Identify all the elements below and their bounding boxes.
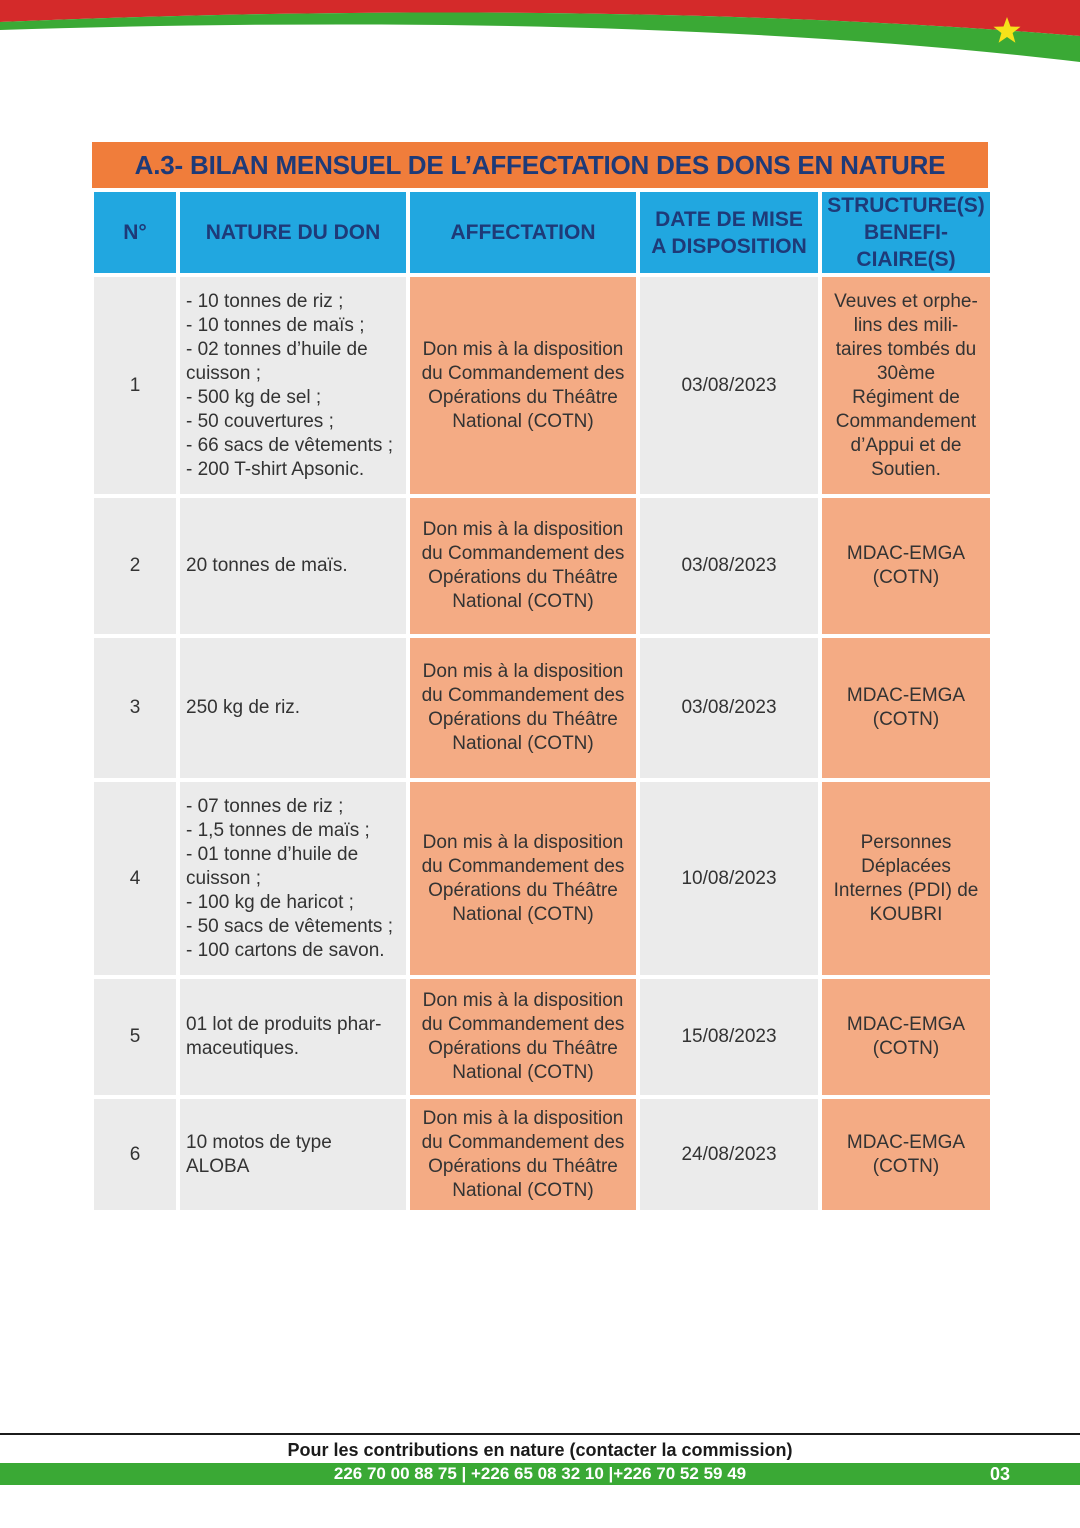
cell-affectation [410, 782, 636, 975]
cell-affectation [410, 638, 636, 778]
affectation-line: Opérations du Théâtre [428, 1155, 618, 1177]
table-row [94, 498, 990, 634]
nature-line: - 500 kg de sel ; [186, 386, 322, 408]
cell-num: 4 [94, 782, 176, 975]
table-row [94, 979, 990, 1095]
affectation-line: National (COTN) [452, 733, 594, 754]
nature-line: - 50 sacs de vêtements ; [186, 915, 393, 937]
footer-divider [0, 1433, 1080, 1435]
header-date [640, 192, 818, 273]
footer-title: Pour les contributions en nature (contacter la commission) [287, 1440, 793, 1460]
cell-date: 15/08/2023 [640, 979, 818, 1095]
cell-affectation [410, 979, 636, 1095]
cell-num: 1 [94, 277, 176, 494]
structure-line: MDAC-EMGA [846, 685, 966, 706]
affectation-line: du Commandement des [421, 362, 625, 384]
header-nature: NATURE DU DON [180, 192, 406, 273]
nature-line: - 66 sacs de vêtements ; [186, 434, 393, 456]
cell-nature [180, 782, 406, 975]
cell-nature [180, 498, 406, 634]
structure-line: Régiment de [852, 386, 960, 408]
structure-line: Soutien. [871, 458, 941, 480]
header-affectation: AFFECTATION [410, 192, 636, 273]
affectation-line: Don mis à la disposition [422, 990, 624, 1011]
structure-line: (COTN) [872, 1155, 940, 1177]
affectation-line: National (COTN) [452, 903, 594, 925]
nature-line: - 02 tonnes d’huile de [186, 338, 368, 360]
affectation-line: Don mis à la disposition [422, 1107, 624, 1129]
nature-line: cuisson ; [186, 362, 261, 384]
page-number: 03 [990, 1464, 1011, 1484]
cell-structure [822, 638, 990, 778]
nature-line: ALOBA [186, 1155, 250, 1177]
affectation-line: National (COTN) [452, 1062, 594, 1083]
donations-table [90, 188, 994, 1214]
nature-line: 20 tonnes de maïs. [186, 555, 348, 576]
affectation-line: du Commandement des [421, 1014, 625, 1035]
structure-line: KOUBRI [869, 903, 943, 925]
cell-num: 5 [94, 979, 176, 1095]
cell-structure [822, 277, 990, 494]
affectation-line: Opérations du Théâtre [428, 386, 618, 408]
affectation-line: Don mis à la disposition [422, 338, 624, 360]
structure-line: (COTN) [872, 1038, 940, 1059]
structure-line: MDAC-EMGA [846, 1131, 966, 1153]
header-date-line: A DISPOSITION [651, 234, 807, 258]
cell-nature [180, 1099, 406, 1210]
nature-line: - 50 couvertures ; [186, 410, 334, 432]
header-num: N° [94, 192, 176, 273]
table-row [94, 638, 990, 778]
cell-num: 3 [94, 638, 176, 778]
nature-line: 10 motos de type [186, 1131, 332, 1153]
header-structure [822, 192, 990, 273]
affectation-line: Opérations du Théâtre [428, 567, 618, 588]
nature-line: - 1,5 tonnes de maïs ; [186, 819, 370, 841]
cell-affectation [410, 498, 636, 634]
cell-structure [822, 979, 990, 1095]
structure-line: Internes (PDI) de [833, 879, 979, 901]
nature-line: - 07 tonnes de riz ; [186, 795, 344, 817]
affectation-line: du Commandement des [421, 685, 625, 706]
cell-structure [822, 782, 990, 975]
structure-line: Commandement [835, 410, 977, 432]
structure-line: Personnes [860, 831, 952, 853]
nature-line: - 200 T-shirt Apsonic. [186, 458, 365, 480]
header-structure-line: CIAIRE(S) [856, 248, 956, 271]
affectation-line: du Commandement des [421, 1131, 625, 1153]
cell-affectation [410, 1099, 636, 1210]
structure-line: taires tombés du [835, 338, 977, 360]
structure-line: d’Appui et de [850, 434, 962, 456]
structure-line: Veuves et orphe- [834, 290, 978, 312]
affectation-line: Opérations du Théâtre [428, 709, 618, 730]
table-body [94, 277, 990, 1210]
footer-phones: 226 70 00 88 75 | +226 65 08 32 10 |+226 70 52 59 49 [333, 1464, 747, 1483]
nature-line: - 100 cartons de savon. [186, 939, 385, 961]
affectation-line: Opérations du Théâtre [428, 879, 618, 901]
cell-affectation [410, 277, 636, 494]
header-structure-line: STRUCTURE(S) [827, 194, 985, 217]
cell-date: 10/08/2023 [640, 782, 818, 975]
header-structure-line: BENEFI- [864, 221, 948, 244]
cell-num: 6 [94, 1099, 176, 1210]
affectation-line: National (COTN) [452, 410, 594, 432]
cell-nature [180, 277, 406, 494]
structure-line: Déplacées [861, 855, 951, 877]
affectation-line: National (COTN) [452, 1179, 594, 1201]
nature-line: - 10 tonnes de riz ; [186, 290, 344, 312]
footer-band [0, 1463, 1080, 1485]
nature-line: cuisson ; [186, 867, 261, 889]
affectation-line: Don mis à la disposition [422, 831, 624, 853]
structure-line: lins des mili- [853, 314, 959, 336]
nature-line: 250 kg de riz. [186, 697, 301, 718]
affectation-line: Don mis à la disposition [422, 661, 624, 682]
structure-line: MDAC-EMGA [846, 543, 966, 564]
nature-line: - 100 kg de haricot ; [186, 891, 354, 913]
cell-date: 03/08/2023 [640, 638, 818, 778]
cell-date: 24/08/2023 [640, 1099, 818, 1210]
cell-structure [822, 1099, 990, 1210]
cell-date: 03/08/2023 [640, 277, 818, 494]
affectation-line: Opérations du Théâtre [428, 1038, 618, 1059]
structure-line: MDAC-EMGA [846, 1014, 966, 1035]
nature-line: 01 lot de produits phar- [186, 1014, 382, 1035]
header-date-line: DATE DE MISE [655, 207, 803, 231]
structure-line: (COTN) [872, 567, 940, 588]
nature-line: maceutiques. [186, 1038, 300, 1059]
table-row [94, 1099, 990, 1210]
affectation-line: du Commandement des [421, 543, 625, 564]
affectation-line: du Commandement des [421, 855, 625, 877]
table-row [94, 782, 990, 975]
nature-line: - 01 tonne d’huile de [186, 843, 359, 865]
flag-header-banner [0, 0, 1080, 80]
cell-nature [180, 638, 406, 778]
table-row [94, 277, 990, 494]
nature-line: - 10 tonnes de maïs ; [186, 314, 365, 336]
affectation-line: National (COTN) [452, 591, 594, 612]
table-header-row [94, 192, 990, 273]
affectation-line: Don mis à la disposition [422, 519, 624, 540]
cell-nature [180, 979, 406, 1095]
section-title: A.3- BILAN MENSUEL DE L’AFFECTATION DES DONS EN NATURE [92, 142, 988, 188]
cell-structure [822, 498, 990, 634]
structure-line: 30ème [876, 362, 936, 384]
cell-num: 2 [94, 498, 176, 634]
cell-date: 03/08/2023 [640, 498, 818, 634]
structure-line: (COTN) [872, 709, 940, 730]
